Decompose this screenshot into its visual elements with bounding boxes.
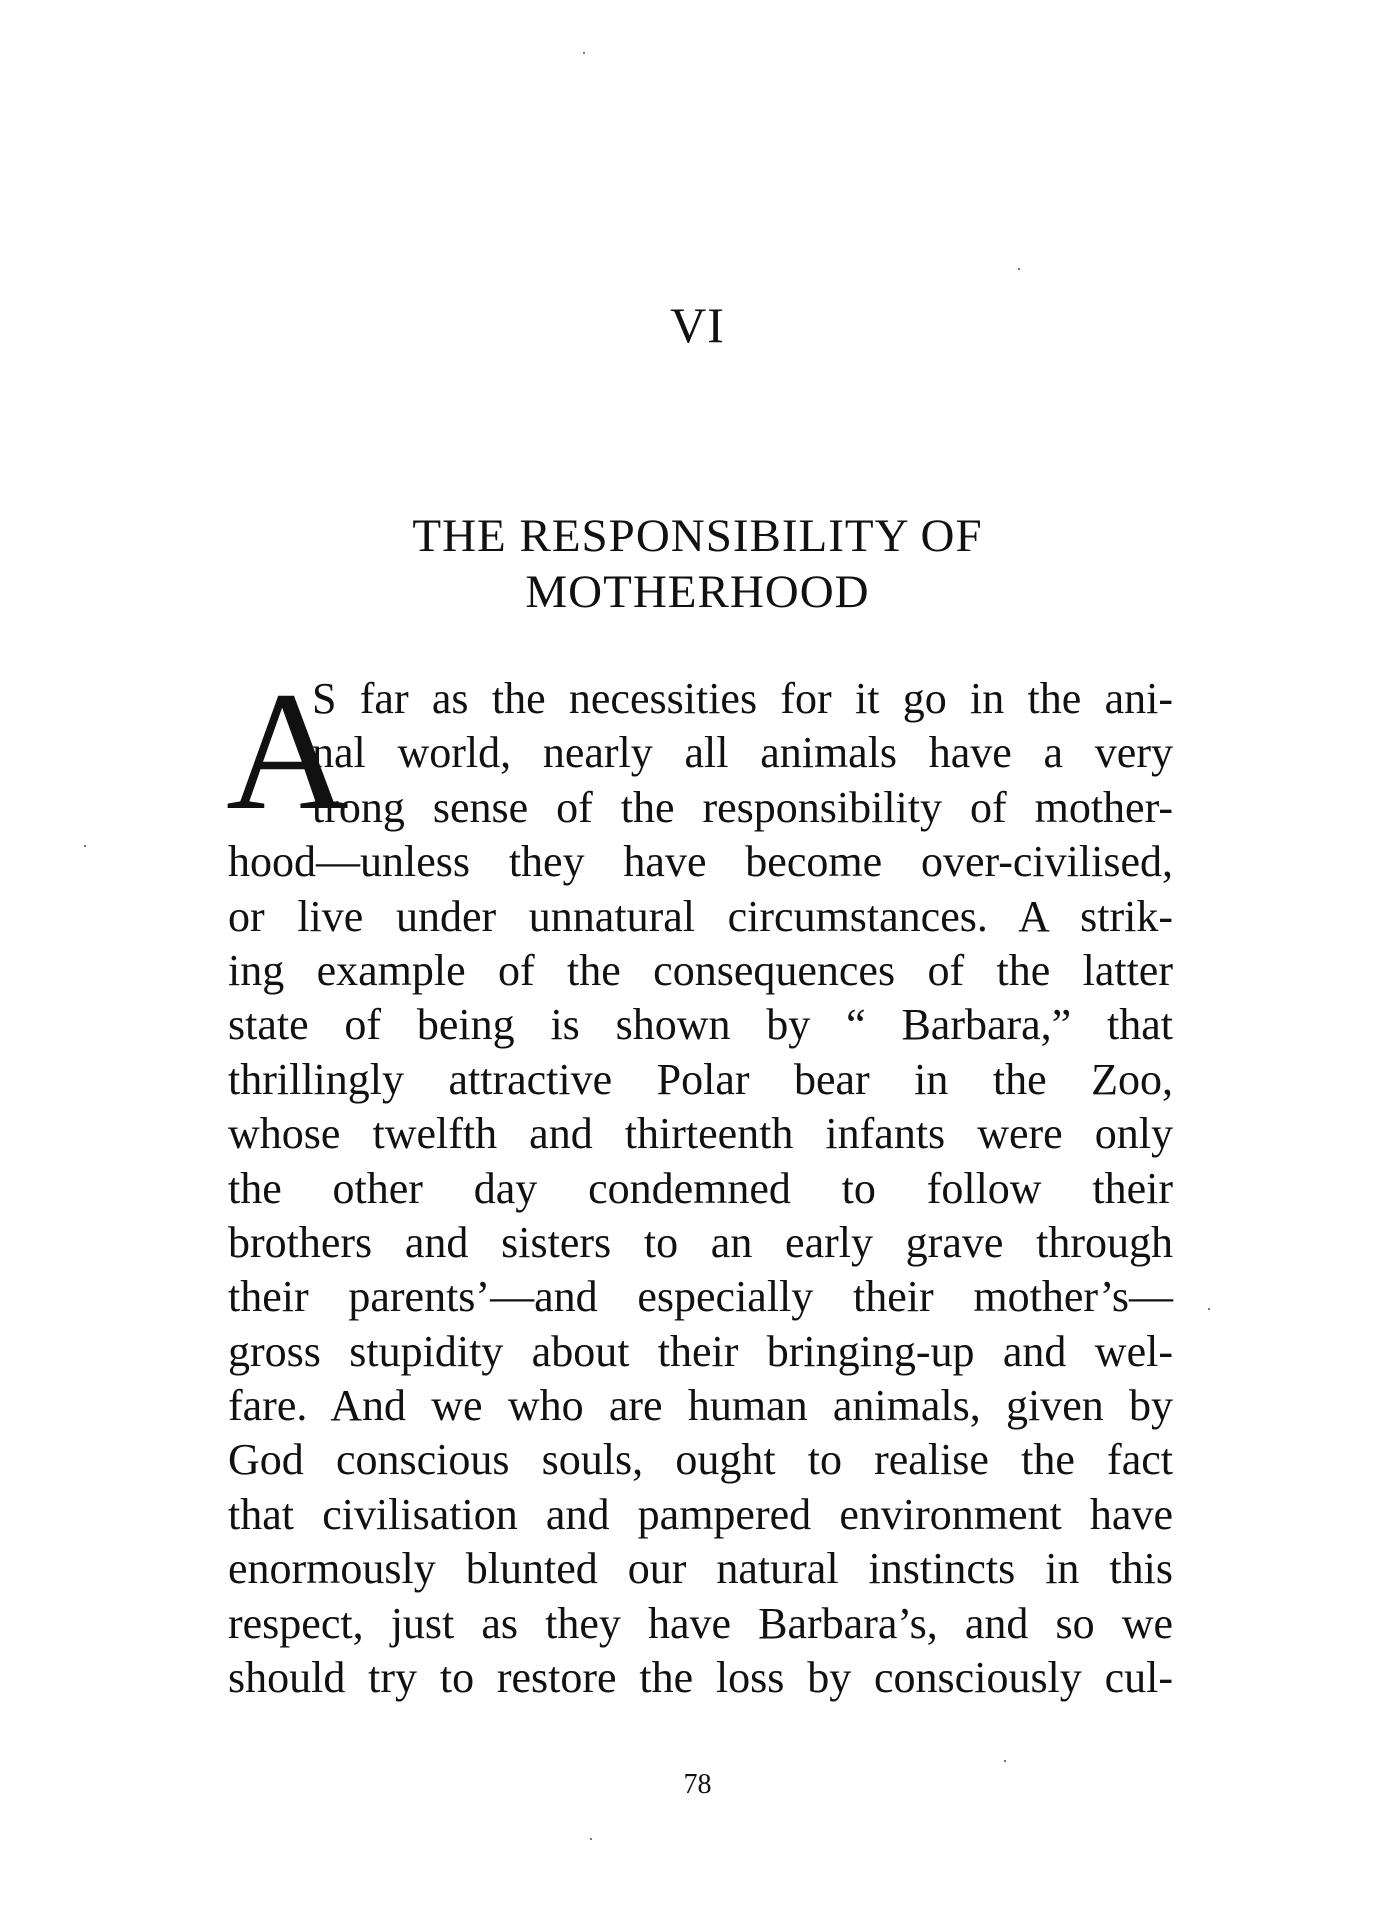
text-line: respect, just as they have Barbara’s, and so we <box>228 1598 1173 1648</box>
text-line: that civilisation and pampered environment have <box>228 1489 1173 1539</box>
text-line: brothers and sisters to an early grave through <box>228 1217 1173 1267</box>
chapter-title-line-2: MOTHERHOOD <box>525 566 870 618</box>
text-line: state of being is shown by “ Barbara,” that <box>228 1000 1173 1050</box>
text-line: their parents’—and especially their mother’s— <box>228 1272 1173 1322</box>
text-line: nal world, nearly all animals have a very <box>312 728 1173 778</box>
chapter-title <box>0 508 1395 620</box>
text-line: should try to restore the loss by consciously cul- <box>228 1653 1173 1703</box>
text-line: trong sense of the responsibility of mother- <box>312 782 1173 832</box>
chapter-number: VI <box>670 297 725 353</box>
text-line: thrillingly attractive Polar bear in the Zoo, <box>228 1054 1173 1104</box>
text-line: gross stupidity about their bringing-up and wel- <box>228 1326 1173 1376</box>
text-line: enormously blunted our natural instincts in this <box>228 1544 1173 1594</box>
scan-speck <box>583 52 585 54</box>
text-line: God conscious souls, ought to realise the fact <box>228 1435 1173 1485</box>
text-line: hood—unless they have become over-civilised, <box>228 837 1173 887</box>
scan-speck <box>84 845 86 847</box>
scan-speck <box>1018 268 1020 270</box>
text-line: S far as the necessities for it go in the ani- <box>312 674 1173 723</box>
text-line: whose twelfth and thirteenth infants were only <box>228 1109 1173 1159</box>
text-line: or live under unnatural circumstances. A strik- <box>228 891 1173 941</box>
scan-speck <box>590 1838 592 1840</box>
drop-cap: A <box>226 657 349 845</box>
text-line: fare. And we who are human animals, given by <box>228 1381 1173 1431</box>
body-paragraph <box>226 657 1173 1705</box>
scan-speck <box>1208 1308 1210 1310</box>
chapter-title-line-1: THE RESPONSIBILITY OF <box>412 510 983 562</box>
page-number: 78 <box>683 1769 712 1800</box>
text-line: ing example of the consequences of the latter <box>228 945 1173 995</box>
scan-speck <box>1004 1760 1006 1762</box>
text-line: the other day condemned to follow their <box>228 1163 1173 1213</box>
